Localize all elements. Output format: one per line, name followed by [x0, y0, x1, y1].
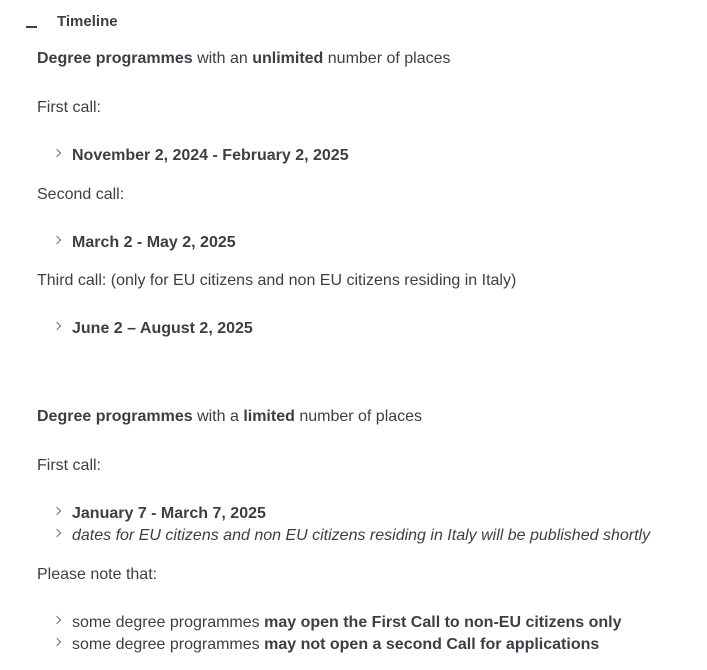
unlimited-second-call-label: Second call:: [37, 186, 125, 203]
chevron-right-icon: [53, 236, 61, 244]
list-item: [54, 232, 236, 254]
unlimited-first-call-label: First call:: [37, 99, 101, 116]
note-bold: may open the First Call to non-EU citizens only: [264, 614, 622, 631]
accordion-title: Timeline: [57, 12, 118, 30]
unlimited-intro-text-2: number of places: [323, 50, 451, 67]
limited-intro-text-2: number of places: [294, 408, 423, 425]
unlimited-intro-bold-1: Degree programmes: [37, 50, 193, 67]
limited-intro-bold-1: Degree programmes: [37, 408, 193, 425]
list-item: [54, 145, 349, 167]
timeline-accordion-toggle[interactable]: [26, 10, 118, 32]
list-item: [54, 634, 599, 656]
chevron-right-icon: [53, 149, 61, 157]
minus-icon: [26, 26, 37, 28]
unlimited-second-call-dates: March 2 - May 2, 2025: [72, 234, 236, 251]
unlimited-intro: [37, 48, 451, 70]
unlimited-third-call-dates: June 2 – August 2, 2025: [72, 320, 253, 337]
chevron-right-icon: [53, 322, 61, 330]
note-bold: may not open a second Call for applications: [264, 636, 600, 653]
notes-label: Please note that:: [37, 566, 158, 583]
unlimited-third-call-label: Third call: (only for EU citizens and non EU citizens residing in Italy): [37, 272, 517, 289]
chevron-right-icon: [53, 638, 61, 646]
list-item: [54, 525, 650, 547]
list-item: [54, 612, 621, 634]
chevron-right-icon: [53, 529, 61, 537]
list-item: [54, 318, 253, 340]
unlimited-intro-bold-2: unlimited: [252, 50, 324, 67]
note-text: some degree programmes: [72, 614, 260, 631]
chevron-right-icon: [53, 616, 61, 624]
limited-intro-text-1: with a: [192, 408, 244, 425]
limited-first-call-dates: January 7 - March 7, 2025: [72, 505, 266, 522]
limited-intro-bold-2: limited: [243, 408, 295, 425]
limited-first-call-note: dates for EU citizens and non EU citizens residing in Italy will be published shortly: [72, 527, 651, 544]
list-item: [54, 503, 266, 525]
limited-intro: [37, 406, 422, 428]
unlimited-intro-text-1: with an: [192, 50, 253, 67]
note-text: some degree programmes: [72, 636, 260, 653]
unlimited-first-call-dates: November 2, 2024 - February 2, 2025: [72, 147, 349, 164]
chevron-right-icon: [53, 507, 61, 515]
limited-first-call-label: First call:: [37, 457, 101, 474]
